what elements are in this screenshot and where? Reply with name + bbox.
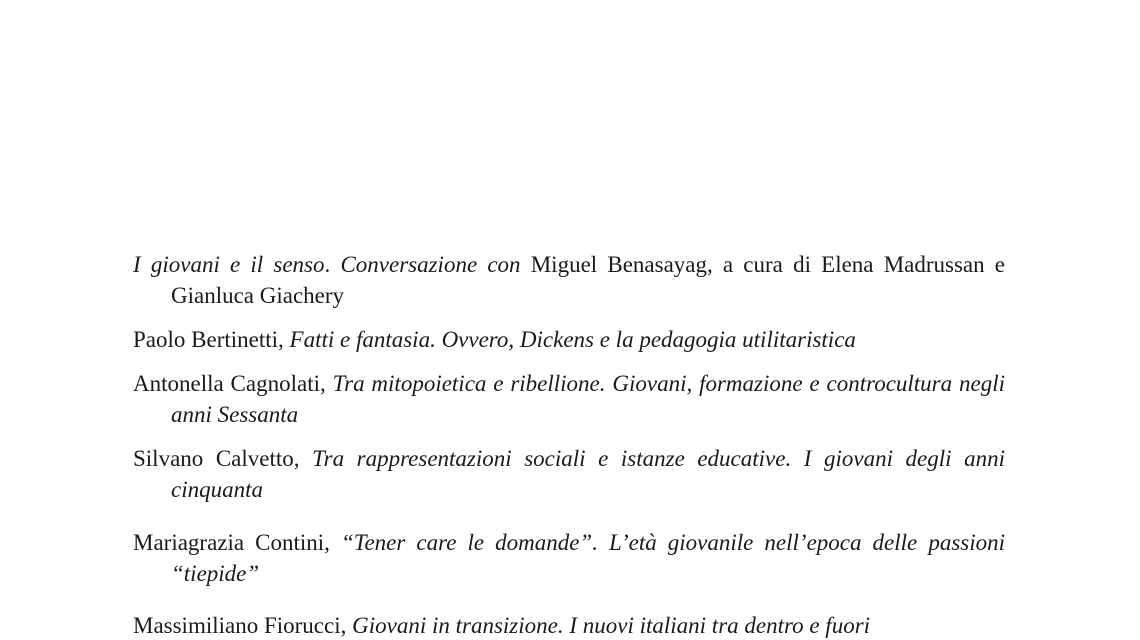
toc-entry-bertinetti — [133, 324, 1005, 355]
entry-title: “Tener care le domande”. L’età giovanile nell’epoca delle passioni “tiepide” — [171, 530, 1005, 586]
entry-authors: Miguel Benasayag, a cura di Elena Madrussan e Gianluca Giachery — [171, 252, 1006, 308]
toc-entry-cagnolati — [133, 368, 1005, 430]
entry-separator: . — [324, 252, 341, 277]
toc-entry-contini — [133, 527, 1005, 589]
table-of-contents — [133, 249, 1005, 640]
entry-author: Massimiliano Fiorucci, — [133, 613, 353, 638]
toc-entry-benasayag — [133, 249, 1005, 311]
entry-title: Tra mitopoietica e ribellione. Giovani, formazione e controcultura negli anni Sessanta — [171, 371, 1005, 427]
entry-author: Silvano Calvetto, — [133, 446, 313, 471]
toc-entry-fiorucci — [133, 610, 1005, 640]
entry-title: Fatti e fantasia. Ovvero, Dickens e la pedagogia utilitaristica — [289, 327, 856, 352]
entry-title-part: I giovani e il senso — [133, 252, 325, 277]
entry-subtitle-part: Conversazione con — [340, 252, 521, 277]
entry-author: Antonella Cagnolati, — [133, 371, 333, 396]
entry-author: Mariagrazia Contini, — [133, 530, 341, 555]
toc-entry-calvetto — [133, 443, 1005, 505]
entry-title: Tra rappresentazioni sociali e istanze educative. I giovani degli anni cinquanta — [171, 446, 1005, 502]
entry-author: Paolo Bertinetti, — [133, 327, 290, 352]
entry-title: Giovani in transizione. I nuovi italiani tra dentro e fuori — [352, 613, 871, 638]
